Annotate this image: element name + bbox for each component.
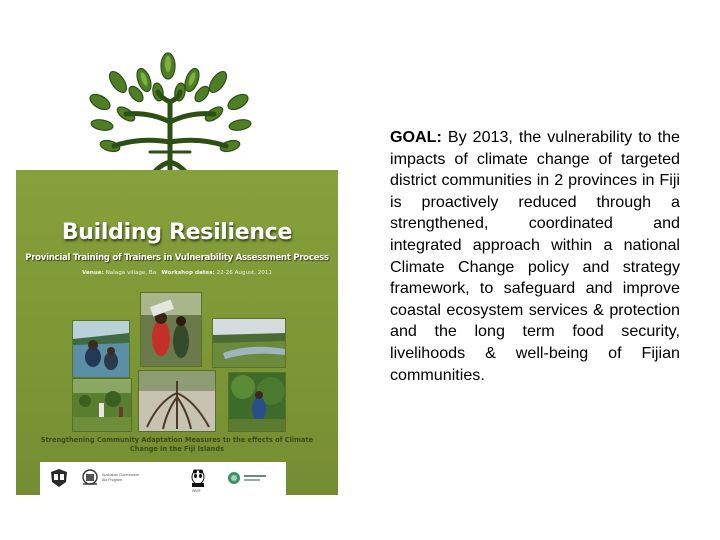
sponsor-logos-strip [40,462,286,495]
goal-label: GOAL: [390,128,442,146]
wwf-caption: WWF [192,489,201,493]
dates-value: 22-26 August, 2011 [216,270,272,276]
dates-label: Workshop dates: [161,270,215,276]
photo-garden-people [72,378,132,432]
venue-value: Nalaga village, Ba [105,270,157,276]
photo-river-landscape [212,318,286,368]
aus-gov-caption-line1: Australian Government [102,473,139,477]
photo-people-boat [72,320,130,378]
poster-venue-line [16,270,338,276]
australian-government-crest-icon [80,468,100,488]
aus-gov-caption-line2: Aid Program [102,477,122,482]
goal-body: By 2013, the vulnerability to the impacts of climate change of targeted district communities in 2 provinces in Fiji is proactively reduced through a strengthened, coordinated and integrated approach within a national Climate Change policy and strategy framework, to safeguard and improve coastal ecosystem services & protection and the long term food security, livelihoods & well-being of Fijian communities. [390,128,680,384]
wwf-panda-icon [190,468,206,488]
poster-footer-text: Strengthening Community Adaptation Measures to the effects of Climate Change in the Fiji Islands [40,436,314,453]
photo-children-water [140,292,202,367]
fiji-coat-of-arms-icon [48,468,70,488]
workshop-poster [16,170,338,495]
photo-mangrove-roots [138,370,216,432]
partner-organization-icon [226,468,270,488]
goal-paragraph [390,127,680,386]
venue-label: Venue: [82,270,104,276]
aus-gov-caption [102,473,139,482]
poster-subtitle: Provincial Training of Trainers in Vulnerability Assessment Process [25,253,329,263]
photo-forest-fieldwork [228,372,286,432]
poster-title: Building Resilience [61,220,293,245]
